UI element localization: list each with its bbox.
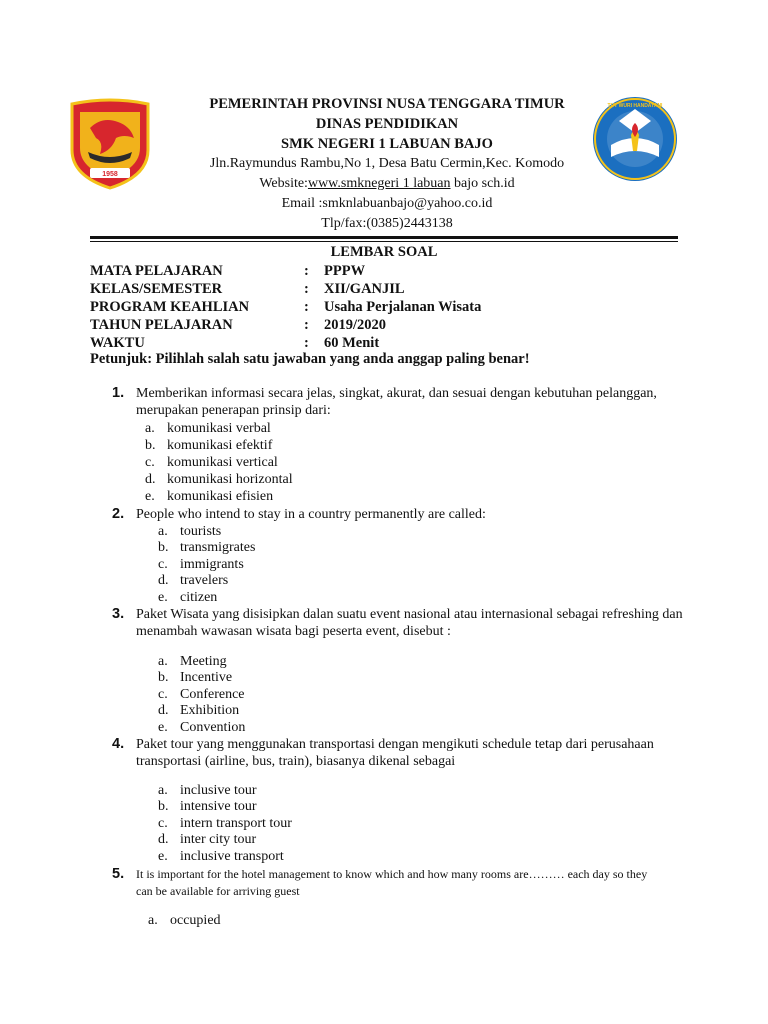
website-link[interactable]: www.smknegeri 1 labuan	[307, 176, 451, 191]
question-3-option-e[interactable]	[158, 719, 245, 736]
department-title: DINAS PENDIDIKAN	[315, 116, 459, 132]
school-phone: Tlp/fax:(0385)2443138	[321, 216, 453, 231]
info-key: TAHUN PELAJARAN	[90, 317, 233, 333]
option-text: Incentive	[180, 670, 233, 685]
government-title: PEMERINTAH PROVINSI NUSA TENGGARA TIMUR	[209, 96, 565, 112]
option-letter: d.	[145, 472, 156, 487]
option-letter: d.	[158, 573, 169, 588]
question-4-option-c[interactable]	[158, 815, 292, 832]
option-text: Meeting	[180, 654, 227, 669]
option-text: tourists	[180, 524, 222, 539]
option-text: Conference	[180, 687, 245, 702]
info-key: PROGRAM KEAHLIAN	[90, 299, 250, 315]
info-row-time	[90, 334, 690, 352]
province-emblem-logo	[68, 98, 152, 190]
question-2-option-a[interactable]	[158, 523, 221, 540]
school-website	[170, 174, 604, 194]
option-letter: a.	[158, 783, 168, 798]
option-text: komunikasi verbal	[167, 421, 271, 436]
info-key: MATA PELAJARAN	[90, 263, 223, 279]
option-letter: c.	[145, 455, 155, 470]
question-3-option-d[interactable]	[158, 702, 239, 719]
option-letter: c.	[158, 557, 168, 572]
info-row-program	[90, 298, 690, 316]
question-4-option-b[interactable]	[158, 798, 257, 815]
info-value: XII/GANJIL	[324, 281, 405, 297]
info-colon: :	[304, 335, 309, 351]
school-email: Email :smknlabuanbajo@yahoo.co.id	[281, 196, 493, 211]
info-colon: :	[304, 263, 309, 279]
info-value: 60 Menit	[324, 335, 380, 351]
option-letter: d.	[158, 703, 169, 718]
info-colon: :	[304, 299, 309, 315]
question-3-option-c[interactable]	[158, 686, 245, 703]
school-address: Jln.Raymundus Rambu,No 1, Desa Batu Cermin,Kec. Komodo	[209, 156, 565, 171]
info-value: PPPW	[324, 263, 366, 279]
option-letter: a.	[145, 421, 155, 436]
school-name: SMK NEGERI 1 LABUAN BAJO	[281, 136, 493, 152]
instructions: Petunjuk: Pilihlah salah satu jawaban yang anda anggap paling benar!	[90, 351, 530, 367]
option-text: komunikasi efisien	[167, 489, 274, 504]
question-5-option-a[interactable]	[148, 912, 221, 929]
question-text: It is important for the hotel management to know which and how many rooms are……… each day so they can be available for arriving guest	[136, 867, 648, 898]
info-colon: :	[304, 317, 309, 333]
sheet-title: LEMBAR SOAL	[330, 244, 438, 260]
option-letter: b.	[158, 799, 169, 814]
option-text: inclusive tour	[180, 783, 257, 798]
info-row-class	[90, 280, 690, 298]
info-value: 2019/2020	[324, 317, 387, 333]
option-text: immigrants	[180, 557, 244, 572]
question-2-option-b[interactable]	[158, 539, 255, 556]
info-colon: :	[304, 281, 309, 297]
option-text: inclusive transport	[180, 849, 284, 864]
info-key: KELAS/SEMESTER	[90, 281, 223, 297]
question-text: Paket tour yang menggunakan transportasi dengan mengikuti schedule tetap dari perusahaan transportasi (airline, bus, train), biasanya dikenal sebagai	[136, 737, 654, 769]
question-1-option-b[interactable]	[145, 437, 272, 454]
option-letter: b.	[145, 438, 156, 453]
question-number: 2.	[112, 506, 125, 522]
option-letter: a.	[158, 654, 168, 669]
header-divider-thin	[90, 241, 678, 242]
question-4-option-e[interactable]	[158, 848, 284, 865]
website-label: Website:	[259, 176, 308, 191]
option-letter: c.	[158, 816, 168, 831]
info-row-subject	[90, 262, 690, 280]
question-number: 4.	[112, 736, 125, 752]
question-number: 3.	[112, 606, 125, 622]
question-1-option-a[interactable]	[145, 420, 271, 437]
question-text: Memberikan informasi secara jelas, singkat, akurat, dan sesuai dengan kebutuhan pelanggan, merupakan penerapan prinsip dari:	[136, 386, 657, 418]
option-text: citizen	[180, 590, 218, 605]
option-letter: e.	[158, 720, 168, 735]
option-letter: c.	[158, 687, 168, 702]
emblem-year: 1958	[102, 171, 118, 178]
question-number: 1.	[112, 385, 125, 401]
header-divider-thick	[90, 236, 678, 239]
option-text: Convention	[180, 720, 246, 735]
question-4-option-d[interactable]	[158, 831, 256, 848]
option-text: komunikasi horizontal	[167, 472, 293, 487]
question-1-option-e[interactable]	[145, 488, 273, 505]
question-2-option-e[interactable]	[158, 589, 217, 606]
option-text: occupied	[170, 913, 221, 928]
option-letter: a.	[158, 524, 168, 539]
option-letter: d.	[158, 832, 169, 847]
logo-motto: TUT WURI HANDAYANI	[607, 103, 663, 109]
question-number: 5.	[112, 866, 125, 882]
option-letter: e.	[158, 590, 168, 605]
question-text: People who intend to stay in a country permanently are called:	[136, 507, 486, 522]
option-text: Exhibition	[180, 703, 240, 718]
option-letter: b.	[158, 670, 169, 685]
question-1-option-c[interactable]	[145, 454, 278, 471]
option-letter: b.	[158, 540, 169, 555]
option-text: transmigrates	[180, 540, 256, 555]
question-4-option-a[interactable]	[158, 782, 257, 799]
question-3-option-b[interactable]	[158, 669, 232, 686]
option-letter: e.	[145, 489, 155, 504]
option-text: inter city tour	[180, 832, 257, 847]
option-text: intensive tour	[180, 799, 257, 814]
option-text: komunikasi efektif	[167, 438, 273, 453]
question-2-option-d[interactable]	[158, 572, 228, 589]
question-1-option-d[interactable]	[145, 471, 293, 488]
info-key: WAKTU	[90, 335, 145, 351]
question-text: Paket Wisata yang disisipkan dalan suatu event nasional atau internasional sebagai refreshing dan menambah wawasan wisata bagi peserta event, disebut :	[136, 607, 683, 639]
option-text: komunikasi vertical	[167, 455, 278, 470]
website-rest: bajo sch.id	[450, 176, 515, 191]
question-2-option-c[interactable]	[158, 556, 244, 573]
option-letter: e.	[158, 849, 168, 864]
question-3-option-a[interactable]	[158, 653, 227, 670]
tut-wuri-handayani-logo	[591, 95, 679, 183]
info-row-year	[90, 316, 690, 334]
option-letter: a.	[148, 913, 158, 928]
exam-info-table	[90, 262, 690, 352]
option-text: intern transport tour	[180, 816, 292, 831]
school-letterhead	[170, 94, 604, 234]
option-text: travelers	[180, 573, 229, 588]
info-value: Usaha Perjalanan Wisata	[324, 299, 482, 315]
